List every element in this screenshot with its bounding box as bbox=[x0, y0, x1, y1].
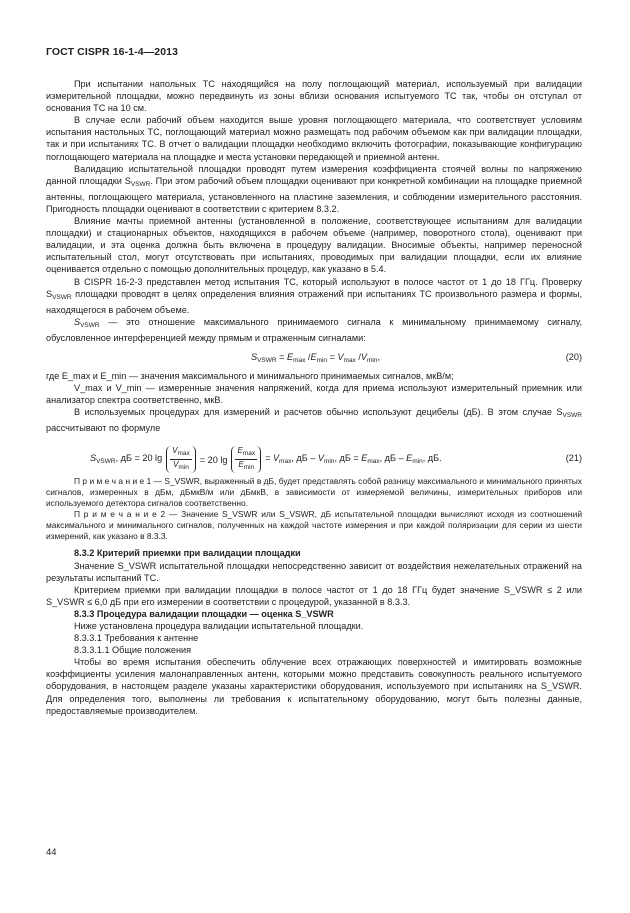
document-header: ГОСТ CISPR 16-1-4—2013 bbox=[46, 46, 179, 58]
paragraph-6-symbol: S bbox=[74, 316, 81, 327]
paragraph-9-part-a: В используемых процедурах для измерений и расчетов обычно используют децибелы (дБ). В этом случае S bbox=[74, 407, 563, 418]
paragraph-8: V_max и V_min — измеренные значения напряжений, когда для приема используют измерительный приемник или анализатор спектра соответственно, мкВ. bbox=[46, 383, 582, 406]
paragraph-2: В случае если рабочий объем находится выше уровня поглощающего материала, что соответствует условиям испытания настольных ТС, поглощающий материал можно размещать под рабочим объемом как при валидации площадки, так и при испытаниях ТС. В отчет о валидации площадки необходимо включить фотографии, показывающие конфигурацию поглощающего материала на площадке и места установки передающей и приемной антенн. bbox=[46, 115, 582, 162]
page-number: 44 bbox=[46, 847, 57, 858]
paragraph-6: $S_{VSWR}$ — это отношение максимального принимаемого сигнала к минимальному принимаемому сигналу, обусловленное интерференцией между прямым и отраженным сигналами: bbox=[46, 316, 582, 343]
page-content bbox=[46, 78, 582, 717]
paragraph-13: 8.3.3.1 Требования к антенне bbox=[74, 633, 199, 644]
paragraph-4: Влияние мачты приемной антенны (установленной в положение, соответствующее испытаниям для валидации площадки) и стационарных объектов, находящихся в рабочем объеме (например, поворотного стола), оценивают при валидации, и эта оценка должна быть включена в процедуру валидации. Вносимые объекты, например переносной испытательный стол, могут отсутствовать при испытаниях, проводимых при валидации площадки, если их влияние оценивается отдельно с помощью дополнительных процедур, как указано в 5.4. bbox=[46, 216, 582, 275]
paragraph-7: где E_max и E_min — значения максимального и минимального принимаемых сигналов, мкВ/м; bbox=[46, 370, 454, 381]
paragraph-9: В используемых процедурах для измерений и расчетов обычно используют децибелы (дБ). В этом случае $S_{VSWR}$ рассчитывают по формуле bbox=[46, 407, 582, 434]
paragraph-14: 8.3.3.1.1 Общие положения bbox=[74, 645, 192, 656]
paragraph-10: Значение S_VSWR испытательной площадки непосредственно зависит от воздействия нежелательных отражений на результаты испытаний ТС. bbox=[46, 560, 582, 583]
note-1: П р и м е ч а н и е 1 — S_VSWR, выраженный в дБ, будет представлять собой разницу максимального и минимального принятых сигналов, измеренных в дБм, дБмкВ/м или дБмкВ, в зависимости от измеряемой величины, измерительных приборов или используемого детектора сигналов соответственно. bbox=[46, 476, 582, 509]
paragraph-3-part-b: . При этом рабочий объем площадки оценивают при конкретной комбинации на площадке приемной антенны, поглощающего материала, установленного на пластине заземления, и соблюдении измерительного расстояния. Пригодность площадки оценивают в соответствии с критерием 8.3.2. bbox=[46, 175, 582, 214]
paragraph-5-part-b: площадки проводят в целях определения влияния отражений при испытаниях ТС произвольного размера и формы, находящегося в рабочем объеме. bbox=[46, 288, 582, 315]
equation-20-body: $S_{VSWR} = E_{max}$ $/E_{min} = V_{max}$ $/V_{min}$, bbox=[251, 351, 381, 364]
paragraph-3: Валидацию испытательной площадки проводят путем измерения коэффициента стоячей волны по напряжению данной площадки $S_{VSWR}$. При этом рабочий объем площадки оценивают при конкретной комбинации на площадке приемной антенны, поглощающего материала, установленного на пластине заземления, и соблюдении измерительного расстояния. Пригодность площадки оценивают в соответствии с критерием 8.3.2. bbox=[46, 163, 582, 214]
paragraph-11: Критерием приемки при валидации площадки в полосе частот от 1 до 18 ГГц будет значение S_VSWR ≤ 2 или S_VSWR ≤ 6,0 дБ при его измерении в соответствии с процедурой, указанной в 8.3.3. bbox=[46, 584, 582, 607]
paragraph-5-part-a: В CISPR 16-2-3 представлен метод испытания ТС, который используют в полосе частот от 1 до 18 ГГц. Проверку S bbox=[46, 276, 582, 299]
section-heading-8-3-2: 8.3.2 Критерий приемки при валидации площадки bbox=[74, 548, 301, 559]
equation-20 bbox=[46, 344, 582, 370]
paragraph-12: Ниже установлена процедура валидации испытательной площадки. bbox=[74, 621, 364, 631]
equation-20-number: (20) bbox=[565, 351, 582, 362]
paragraph-15: Чтобы во время испытания обеспечить облучение всех отражающих поверхностей и имитировать возможные коэффициенты усиления малонаправленных антенн, которыми можно представить совокупность реального испытуемого оборудования, в настоящем разделе указаны характеристики оборудования, используемого при испытаниях на S_VSWR. Для определения того, выполнены ли требования к испытательному оборудованию, могут быть полезны данные, предоставляемые производителем. bbox=[46, 657, 582, 716]
paragraph-6-part-b: — это отношение максимального принимаемого сигнала к минимальному принимаемому сигналу, обусловленное интерференцией между прямым и отраженным сигналами: bbox=[46, 316, 582, 343]
equation-21 bbox=[46, 438, 582, 476]
paragraph-3-part-a: Валидацию испытательной площадки проводят путем измерения коэффициента стоячей волны по напряжению данной площадки S bbox=[46, 163, 582, 186]
paragraph-5: В CISPR 16-2-3 представлен метод испытания ТС, который используют в полосе частот от 1 до 18 ГГц. Проверку $S_{VSWR}$ площадки проводят в целях определения влияния отражений при испытаниях ТС произвольного размера и формы, находящегося в рабочем объеме. bbox=[46, 276, 582, 315]
paragraph-1: При испытании напольных ТС находящийся на полу поглощающий материал, используемый при валидации измерительной площадки, можно передвинуть из зоны вблизи основания испытуемого ТС так, чтобы он отступал от основания ТС на 10 см. bbox=[46, 79, 582, 114]
paragraph-9-part-b: рассчитывают по формуле bbox=[46, 423, 161, 434]
equation-21-number: (21) bbox=[565, 453, 582, 464]
note-2: П р и м е ч а н и е 2 — Значение S_VSWR или S_VSWR, дБ испытательной площадки вычисляют исходя из соотношений максимального и минимального сигналов, полученных на каждой частоте измерения и при каждой поляризации для серии из шести измерений, как указано в 8.3.3. bbox=[46, 509, 582, 542]
section-heading-8-3-3: 8.3.3 Процедура валидации площадки — оценка S_VSWR bbox=[74, 608, 334, 619]
equation-21-body: $S_{VSWR}$, дБ = 20 lg $\frac{V_{max}}{V_{min}}$ = 20 lg $\frac{E_{max}}{E_{min}}$ = $V_{max}$, дБ – $V_{min}$, дБ = $E_{max}$, дБ – $E_{min}$, дБ. bbox=[90, 446, 442, 472]
